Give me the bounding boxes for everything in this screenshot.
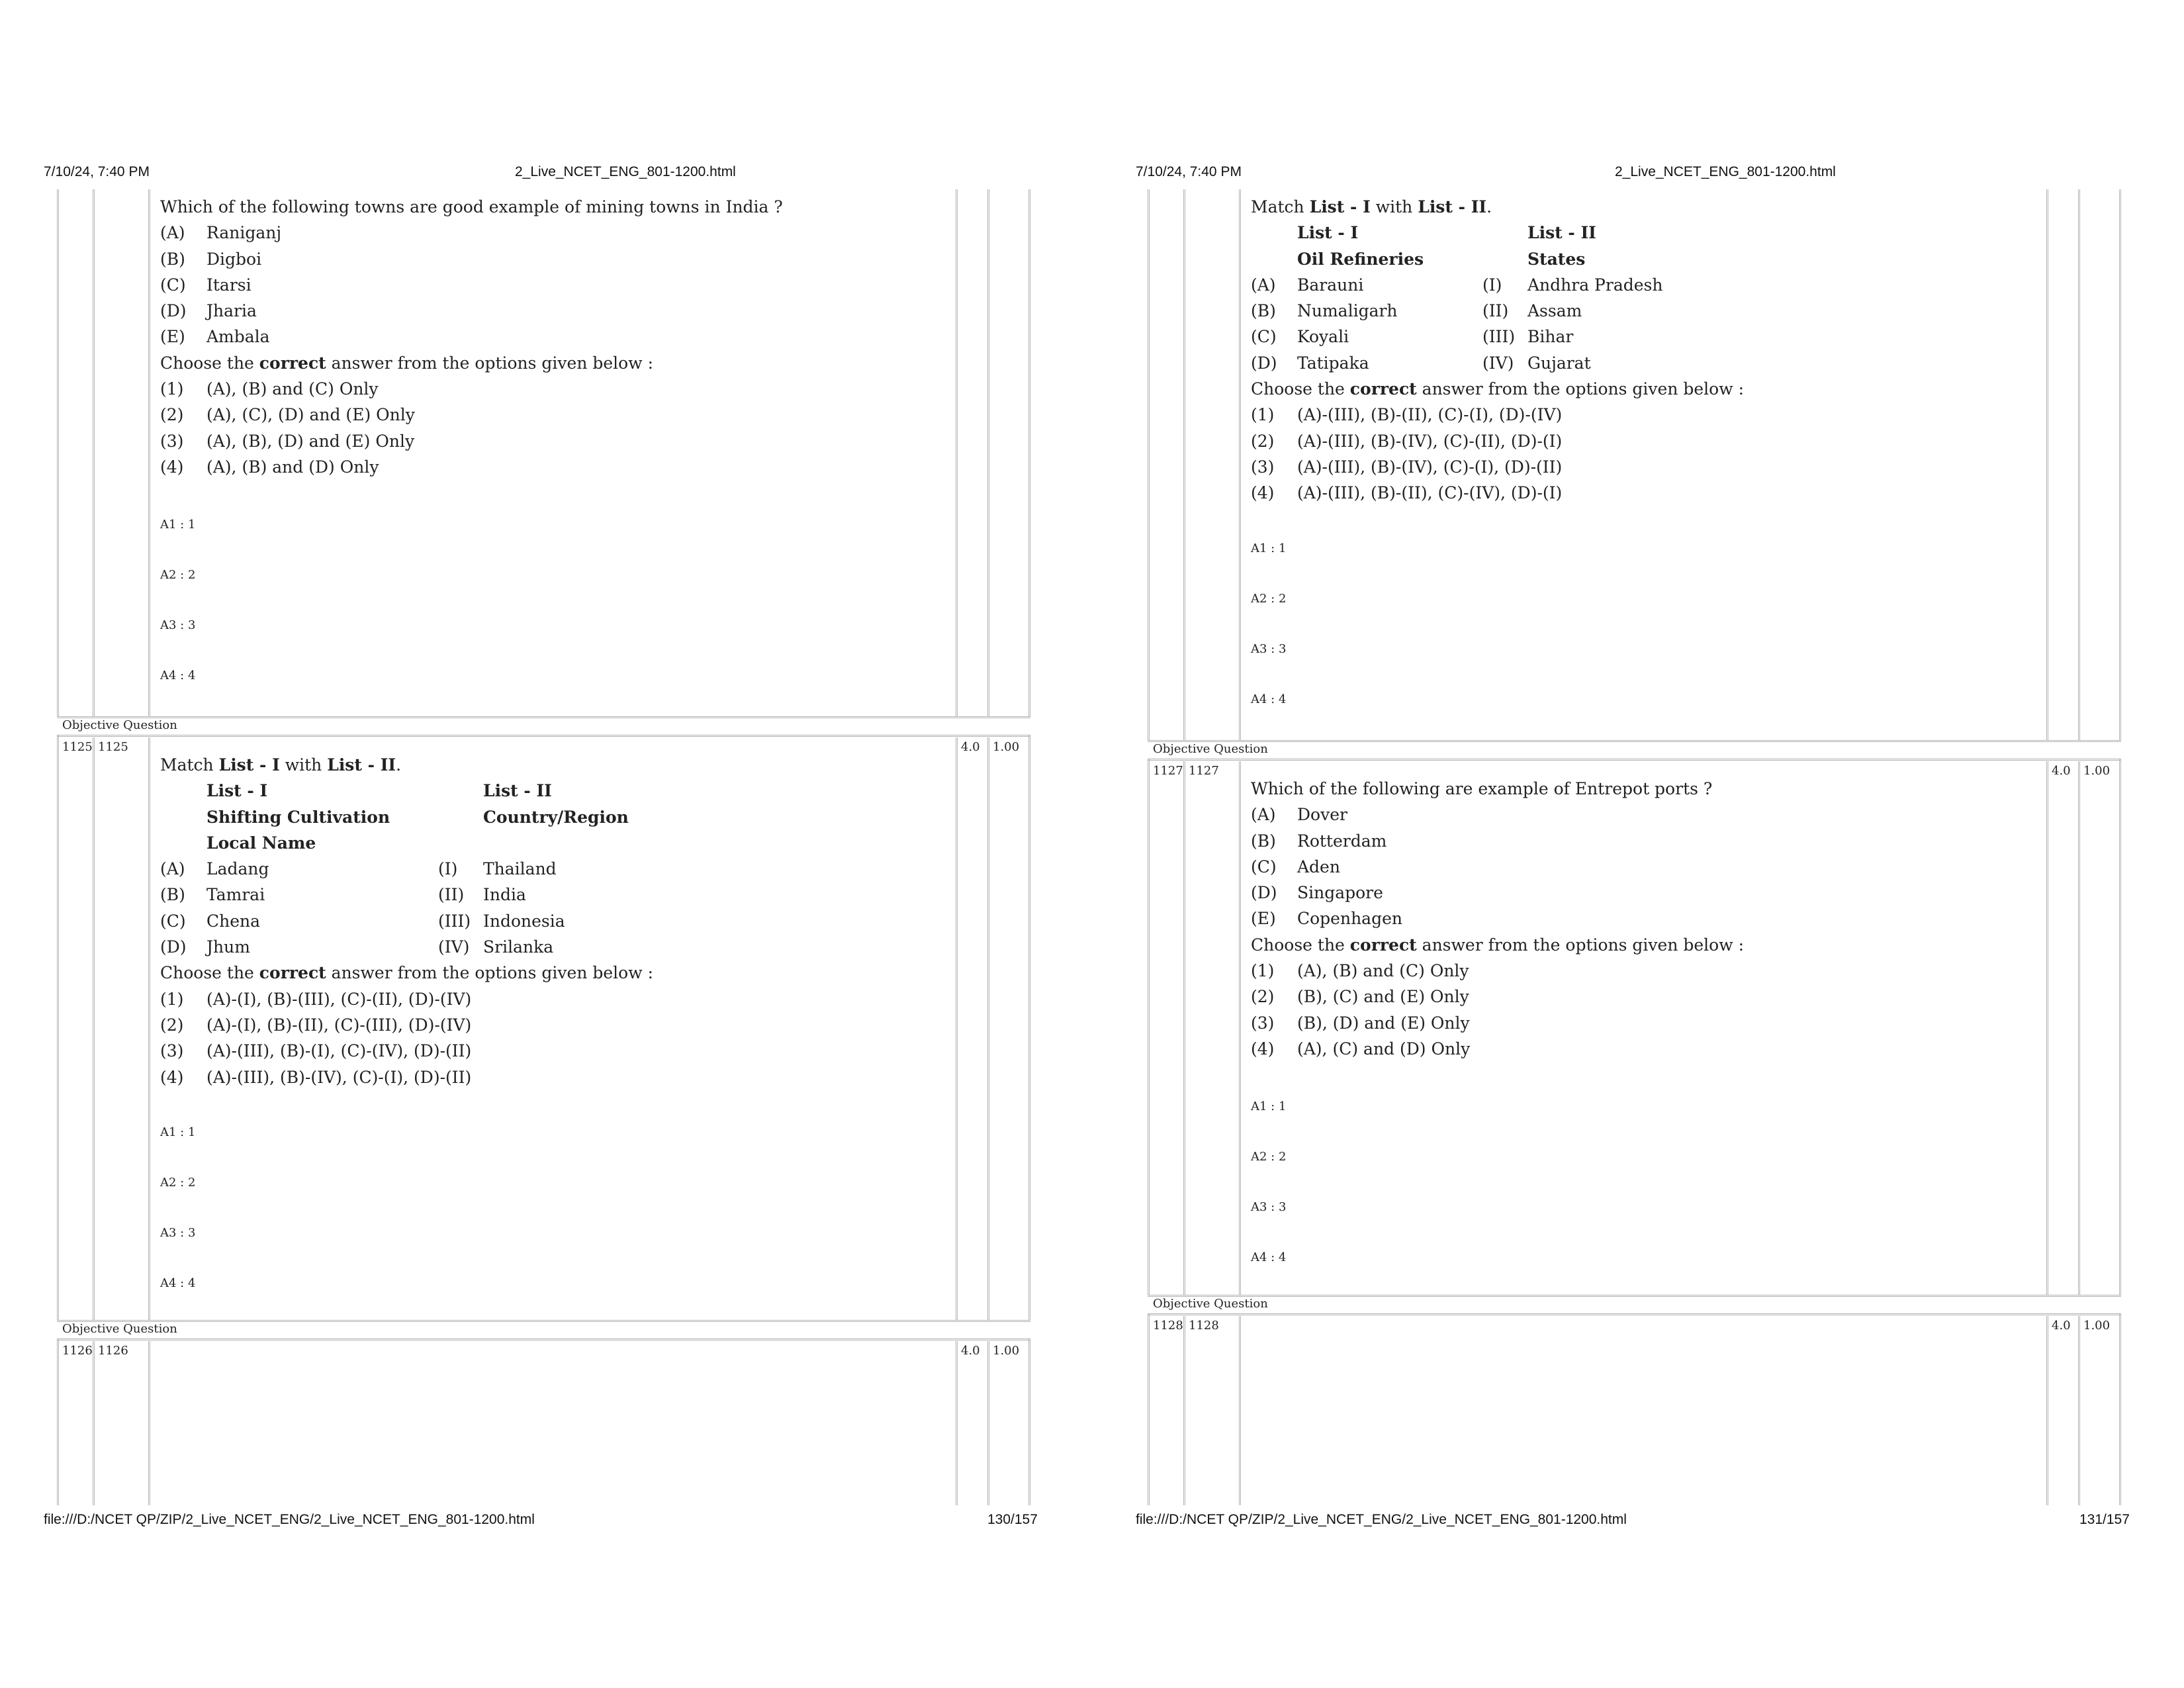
instruction: Choose the correct answer from the options given below : (1251, 935, 1744, 955)
question-stem: Which of the following towns are good example of mining towns in India ? (160, 197, 783, 216)
option: (A), (B) and (C) Only (206, 379, 379, 399)
list-1-title: List - I (206, 781, 268, 801)
answer-option: A1 : 1 (1251, 541, 1287, 555)
negative-marks: 1.00 (2083, 764, 2111, 778)
list-1-subtitle: Oil Refineries (1297, 249, 1424, 269)
instruction: Choose the correct answer from the options given below : (160, 353, 653, 373)
question-id: 1126 (98, 1344, 128, 1358)
negative-marks: 1.00 (993, 740, 1020, 754)
negative-marks: 1.00 (2083, 1319, 2111, 1333)
question-body: Which of the following towns are good example of mining towns in India ? (A) Raniganj (B) Digboi (C) Itarsi (D) Jharia (E) Ambala Choose the correct answer from the options given below : (1) (A), (B) and (C) Only (2) (A), (C), (D) and (E) Only (3) (A), (B), (D) and (E) Only (4) (A), (B) and (D) Only (160, 194, 948, 480)
answer-option: A4 : 4 (1251, 1250, 1287, 1264)
header-filename: 2_Live_NCET_ENG_801-1200.html (515, 164, 736, 179)
answer-option: A2 : 2 (1251, 592, 1287, 606)
question-type-label: Objective Question (1153, 1297, 1268, 1311)
item: Itarsi (206, 275, 251, 295)
footer-path: file:///D:/NCET QP/ZIP/2_Live_NCET_ENG/2_Live_NCET_ENG_801-1200.html (1136, 1512, 1627, 1527)
question-table (57, 189, 1035, 1505)
answer-option: A1 : 1 (160, 1125, 196, 1139)
option: (B), (D) and (E) Only (1297, 1013, 1470, 1033)
question-stem: Match List - I with List - II. (1251, 197, 1492, 216)
negative-marks: 1.00 (993, 1344, 1020, 1358)
item: Copenhagen (1297, 909, 1402, 929)
item: Dover (1297, 805, 1347, 825)
option: (A)-(III), (B)-(I), (C)-(IV), (D)-(II) (206, 1041, 472, 1061)
item: Raniganj (206, 223, 282, 243)
header-datetime: 7/10/24, 7:40 PM (1136, 164, 1242, 179)
question-body: Match List - I with List - II. List - I List - II Shifting Cultivation Country/Region Local Name (A) Ladang (I) Thailand (B) Tamrai (II) India (C) Chena (III) Indonesia (D) Jhum (IV) Srilanka Choose the correct answer from the options given below : (1) (A)-(I), (B)-(III), (C)-(II), (D)-(IV) (2) (A)-(I), (B)-(II), (C)-(III), (D)-(IV) (3) (A)-(III), (B)-(I), (C)-(IV), (D)-(II) (4) (A)-(III), (B)-(IV), (C)-(I), (D)-(II) (160, 752, 948, 1090)
answer-option: A3 : 3 (1251, 1200, 1287, 1214)
option: (A), (C) and (D) Only (1297, 1039, 1471, 1058)
serial-number: 1126 (62, 1344, 93, 1358)
question-stem: Which of the following are example of Entrepot ports ? (1251, 779, 1713, 798)
marks: 4.0 (961, 1344, 980, 1358)
question-id: 1128 (1189, 1319, 1219, 1333)
answer-option: A2 : 2 (1251, 1150, 1287, 1164)
question-id: 1127 (1189, 764, 1219, 778)
option: (A)-(I), (B)-(II), (C)-(III), (D)-(IV) (206, 1015, 472, 1035)
option: (A), (B) and (C) Only (1297, 961, 1469, 981)
question-body: Match List - I with List - II. List - I List - II Oil Refineries States (A) Barauni (I) Andhra Pradesh (B) Numaligarh (II) Assam (C) Koyali (III) Bihar (D) Tatipaka (IV) Gujarat Choose the correct answer from the options given below : (1) (A)-(III), (B)-(II), (C)-(I), (D)-(IV) (2) (A)-(III), (B)-(IV), (C)-(II), (D)-(I) (3) (A)-(III), (B)-(IV), (C)-(I), (D)-(II) (4) (A)-(III), (B)-(II), (C)-(IV), (D)-(I) (1251, 194, 2038, 506)
question-body: Which of the following are example of Entrepot ports ? (A) Dover (B) Rotterdam (C) Aden (D) Singapore (E) Copenhagen Choose the correct answer from the options given below : (1) (A), (B) and (C) Only (2) (B), (C) and (E) Only (3) (B), (D) and (E) Only (4) (A), (C) and (D) Only (1251, 776, 2038, 1062)
marks: 4.0 (961, 740, 980, 754)
serial-number: 1125 (62, 740, 93, 754)
footer-page-number: 130/157 (987, 1512, 1038, 1527)
item: Rotterdam (1297, 831, 1387, 851)
answer-option: A2 : 2 (160, 1176, 196, 1190)
option: (A)-(III), (B)-(IV), (C)-(II), (D)-(I) (1297, 431, 1563, 451)
answer-option: A3 : 3 (160, 1226, 196, 1240)
list-2-subtitle: Country/Region (483, 807, 629, 827)
answer-option: A1 : 1 (160, 518, 196, 532)
marks: 4.0 (2052, 764, 2071, 778)
footer-page-number: 131/157 (2079, 1512, 2130, 1527)
answer-option: A3 : 3 (160, 618, 196, 632)
list-1-title: List - I (1297, 223, 1359, 243)
option: (A)-(III), (B)-(II), (C)-(I), (D)-(IV) (1297, 405, 1563, 425)
item: Ambala (206, 327, 270, 347)
option: (A), (B), (D) and (E) Only (206, 431, 415, 451)
answer-option: A4 : 4 (160, 669, 196, 682)
option: (A)-(III), (B)-(II), (C)-(IV), (D)-(I) (1297, 483, 1563, 503)
question-id: 1125 (98, 740, 128, 754)
answer-option: A4 : 4 (160, 1276, 196, 1290)
list-2-subtitle: States (1527, 249, 1586, 269)
option: (B), (C) and (E) Only (1297, 987, 1469, 1007)
item: Digboi (206, 249, 262, 269)
list-1-subtitle: Shifting Cultivation (206, 807, 390, 827)
question-type-label: Objective Question (62, 1322, 177, 1336)
option: (A)-(I), (B)-(III), (C)-(II), (D)-(IV) (206, 989, 472, 1009)
instruction: Choose the correct answer from the options given below : (160, 963, 653, 983)
answer-option: A1 : 1 (1251, 1100, 1287, 1113)
page-right (1092, 0, 2184, 1688)
question-stem: Match List - I with List - II. (160, 755, 402, 774)
serial-number: 1127 (1153, 764, 1183, 778)
header-datetime: 7/10/24, 7:40 PM (44, 164, 150, 179)
marks: 4.0 (2052, 1319, 2071, 1333)
answer-option: A3 : 3 (1251, 642, 1287, 656)
header-filename: 2_Live_NCET_ENG_801-1200.html (1615, 164, 1836, 179)
question-type-label: Objective Question (62, 718, 177, 732)
answer-option: A2 : 2 (160, 568, 196, 582)
question-type-label: Objective Question (1153, 742, 1268, 756)
list-2-title: List - II (483, 781, 552, 801)
serial-number: 1128 (1153, 1319, 1183, 1333)
option: (A), (B) and (D) Only (206, 457, 379, 477)
instruction: Choose the correct answer from the options given below : (1251, 379, 1744, 399)
item: Singapore (1297, 883, 1383, 903)
list-1-subtitle: Local Name (206, 833, 316, 853)
option: (A)-(III), (B)-(IV), (C)-(I), (D)-(II) (206, 1067, 472, 1087)
option: (A)-(III), (B)-(IV), (C)-(I), (D)-(II) (1297, 457, 1563, 477)
answer-option: A4 : 4 (1251, 692, 1287, 706)
item: Aden (1297, 857, 1340, 876)
footer-path: file:///D:/NCET QP/ZIP/2_Live_NCET_ENG/2_Live_NCET_ENG_801-1200.html (44, 1512, 535, 1527)
list-2-title: List - II (1527, 223, 1596, 243)
item: Jharia (206, 301, 257, 321)
question-table (1148, 189, 2126, 1505)
option: (A), (C), (D) and (E) Only (206, 405, 415, 425)
